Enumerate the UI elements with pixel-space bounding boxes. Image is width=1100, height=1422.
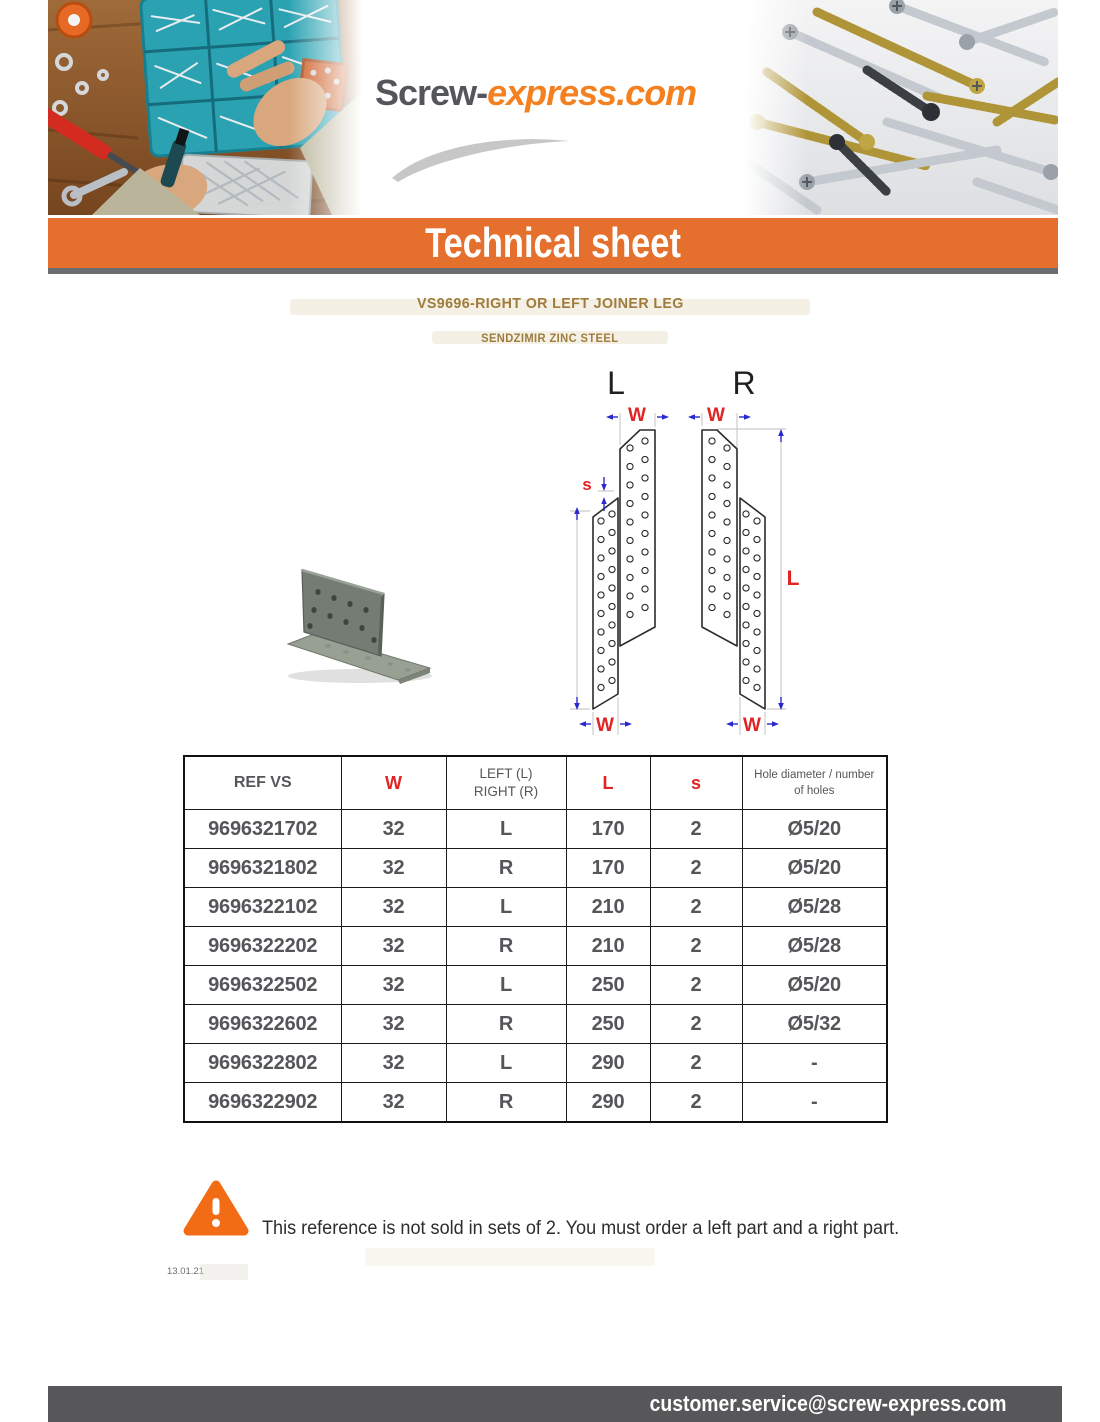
- header-photo-screws: [745, 0, 1058, 215]
- col-header-ref: REF VS: [184, 756, 341, 810]
- dim-label-l: L: [786, 567, 800, 590]
- product-photo-bracket: [280, 552, 440, 687]
- dim-label-w-bottom-right: W: [743, 715, 761, 736]
- footer-email: customer.service@screw-express.com: [649, 1391, 1006, 1416]
- col-header-left-right: LEFT (L) RIGHT (R): [446, 756, 566, 810]
- joiner-leg-left-drawing: [593, 430, 655, 709]
- dim-label-w-bottom-left: W: [596, 715, 614, 736]
- dim-label-s: s: [582, 475, 592, 494]
- product-material: SENDZIMIR ZINC STEEL: [481, 333, 619, 345]
- table-row: 9696322902 32 R 290 2 -: [184, 1083, 887, 1123]
- banner-title: Technical sheet: [425, 219, 681, 266]
- dim-label-w-top-right: W: [707, 405, 725, 426]
- table-row: 9696322202 32 R 210 2 Ø5/28: [184, 927, 887, 966]
- table-row: 9696322502 32 L 250 2 Ø5/20: [184, 966, 887, 1005]
- ghost-mark: [200, 1264, 248, 1280]
- col-header-s: s: [650, 756, 742, 810]
- dim-label-w-top-left: W: [628, 405, 646, 426]
- table-row: 9696322602 32 R 250 2 Ø5/32: [184, 1005, 887, 1044]
- table-row: 9696321702 32 L 170 2 Ø5/20: [184, 810, 887, 849]
- header-photo-workbench: [48, 0, 362, 215]
- banner-divider: [48, 268, 1058, 274]
- logo-swoosh: [388, 128, 578, 183]
- logo-text-gray: Screw-: [375, 72, 488, 113]
- warning-icon: [183, 1178, 249, 1238]
- col-header-w: W: [341, 756, 446, 810]
- table-header-row: [184, 756, 887, 810]
- date-stamp: 13.01.21: [167, 1266, 204, 1277]
- col-header-holes: Hole diameter / number of holes: [742, 756, 887, 810]
- product-title: VS9696-RIGHT OR LEFT JOINER LEG: [416, 295, 684, 312]
- diagram-left-part-label: L: [607, 365, 625, 401]
- banner-technical-sheet: [48, 218, 1058, 268]
- col-header-l: L: [566, 756, 650, 810]
- warning-text: This reference is not sold in sets of 2. You must order a left part and a right part.: [262, 1218, 900, 1239]
- joiner-leg-right-drawing: [702, 430, 765, 709]
- ghost-mark: [365, 1248, 655, 1266]
- technical-diagram: [555, 358, 825, 743]
- table-row: 9696322802 32 L 290 2 -: [184, 1044, 887, 1083]
- logo-text-orange: express.com: [487, 72, 697, 113]
- footer-bar: [48, 1386, 1062, 1422]
- diagram-right-part-label: R: [732, 365, 756, 401]
- table-row: 9696321802 32 R 170 2 Ø5/20: [184, 849, 887, 888]
- table-row: 9696322102 32 L 210 2 Ø5/28: [184, 888, 887, 927]
- spec-table: [183, 755, 888, 1123]
